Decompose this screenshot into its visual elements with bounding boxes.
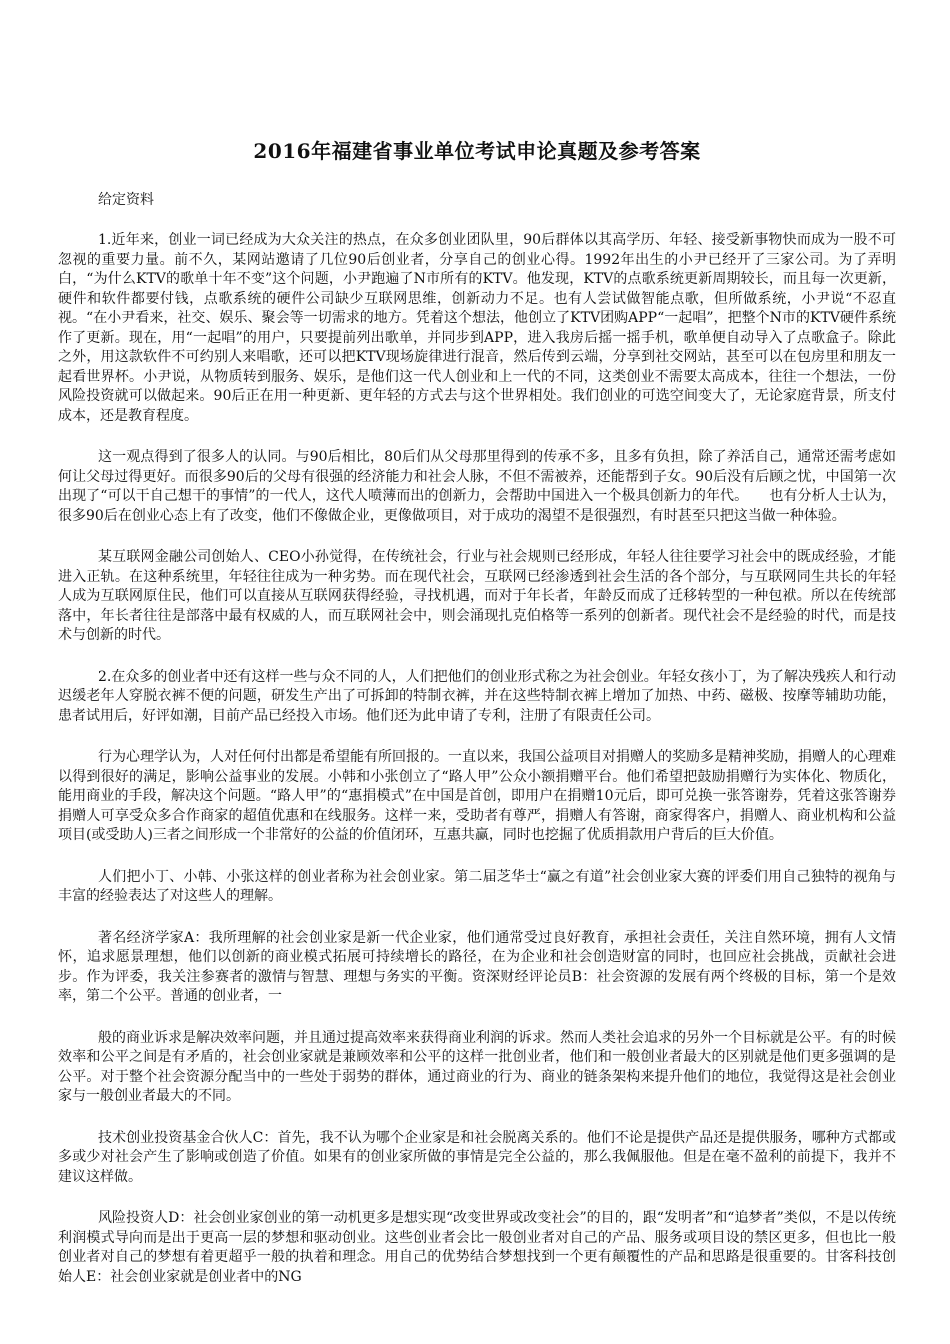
paragraph: 人们把小丁、小韩、小张这样的创业者称为社会创业家。第二届芝华士“赢之有道”社会创业家大赛的评委们用自己独特的视角与丰富的经验表达了对这些人的理解。 bbox=[58, 868, 896, 904]
paragraph: 某互联网金融公司创始人、CEO小孙觉得，在传统社会，行业与社会规则已经形成，年轻人往往要学习社会中的既成经验，才能进入正轨。在这种系统里，年轻往往成为一种劣势。而在现代社会，互联网已经渗透到社会生活的各个部分，与互联网同生共长的年轻人成为互联网原住民，他们可以直接从互联网获得经验，寻找机遇，而对于年长者，年龄反而成了迁移转型的一种包袱。所以在传统部落中，年长者往往是部落中最有权威的人，而互联网社会中，则会涌现扎克伯格等一系列的创新者。现代社会不是经验的时代，而是技术与创新的时代。 bbox=[58, 549, 896, 643]
paragraph: 技术创业投资基金合伙人C：首先，我不认为哪个企业家是和社会脱离关系的。他们不论是提供产品还是提供服务，哪种方式都或多或少对社会产生了影响或创造了价值。如果有的创业家所做的事情是完全公益的，那么我佩服他。但是在毫不盈利的前提下，我并不建议这样做。 bbox=[58, 1129, 896, 1185]
document-title: 2016年福建省事业单位考试申论真题及参考答案 bbox=[253, 139, 701, 163]
paragraph: 行为心理学认为，人对任何付出都是希望能有所回报的。一直以来，我国公益项目对捐赠人的奖励多是精神奖励，捐赠人的心理难以得到很好的满足，影响公益事业的发展。小韩和小张创立了“路人甲”公众小额捐赠平台。他们希望把鼓励捐赠行为实体化、物质化，能用商业的手段，解决这个问题。“路人甲”的“惠捐模式”在中国是首创，即用户在捐赠10元后，即可兑换一张答谢券，凭着这张答谢券捐赠人可享受众多合作商家的超值优惠和在线服务。这样一来，受助者有尊严，捐赠人有答谢，商家得客户，捐赠人、商业机构和公益项目(或受助人)三者之间形成一个非常好的公益的价值闭环，互惠共赢，同时也挖掘了优质捐款用户背后的巨大价值。 bbox=[58, 749, 896, 843]
section-label: 给定资料 bbox=[98, 192, 154, 208]
paragraph: 风险投资人D：社会创业家创业的第一动机更多是想实现“改变世界或改变社会”的目的，跟“发明者”和“追梦者”类似，不是以传统利润模式导向而是出于更高一层的梦想和驱动创业。这些创业者会比一般创业者对自己的产品、服务或项目设的禁区更多，但也比一般创业者对自己的梦想有着更超乎一般的执着和理念。用自己的优势结合梦想找到一个更有颠覆性的产品和思路是很重要的。甘客科技创始人E：社会创业家就是创业者中的NG bbox=[58, 1210, 896, 1285]
document-page bbox=[58, 0, 896, 1287]
paragraph: 这一观点得到了很多人的认同。与90后相比，80后们从父母那里得到的传承不多，且多有负担，除了养活自己，通常还需考虑如何让父母过得更好。而很多90后的父母有很强的经济能力和社会人脉，不但不需被养，还能帮到子女。90后没有后顾之忧，中国第一次出现了“可以干自己想干的事情”的一代人，这代人喷薄而出的创新力，会帮助中国进入一个极具创新力的年代。 也有分析人士认为，很多90后在创业心态上有了改变，他们不像做企业，更像做项目，对于成功的渴望不是很强烈，有时甚至只把这当做一种体验。 bbox=[58, 449, 896, 524]
paragraph: 2.在众多的创业者中还有这样一些与众不同的人，人们把他们的创业形式称之为社会创业。年轻女孩小丁，为了解决残疾人和行动迟缓老年人穿脱衣裤不便的问题，研发生产出了可拆卸的特制衣裤，并在这些特制衣裤上增加了加热、中药、磁极、按摩等辅助功能，患者试用后，好评如潮，目前产品已经投入市场。他们还为此申请了专利，注册了有限责任公司。 bbox=[58, 668, 896, 724]
paragraph: 1.近年来，创业一词已经成为大众关注的热点，在众多创业团队里，90后群体以其高学历、年轻、接受新事物快而成为一股不可忽视的重要力量。前不久，某网站邀请了几位90后创业者，分享自己的创业心得。1992年出生的小尹已经开了三家公司。为了弄明白，“为什么KTV的歌单十年不变”这个问题，小尹跑遍了N市所有的KTV。他发现，KTV的点歌系统更新周期较长，而且每一次更新，硬件和软件都要付钱，点歌系统的硬件公司缺少互联网思维，创新动力不足。也有人尝试做智能点歌，但所做系统，小尹说“不忍直视。“在小尹看来，社交、娱乐、聚会等一切需求的地方。凭着这个想法，他创立了KTV团购APP“一起唱”，把整个N市的KTV硬件系统作了更新。现在，用“一起唱”的用户，只要提前列出歌单，并同步到APP，进入我房后摇一摇手机，歌单便自动导入了点歌盒子。除此之外，用这款软件不可约别人来唱歌，还可以把KTV现场旋律进行混音，然后传到云端，分享到社交网站，甚至可以在包房里和朋友一起看世界杯。小尹说，从物质转到服务、娱乐，是他们这一代人创业和上一代的不同，这类创业不需要太高成本，往往一个想法，一份风险投资就可以做起来。90后正在用一种更新、更年轻的方式去与这个世界相处。我们创业的可选空间变大了，无论家庭背景，所支付成本，还是教育程度。 bbox=[58, 232, 896, 424]
paragraph: 般的商业诉求是解决效率问题，并且通过提高效率来获得商业利润的诉求。然而人类社会追求的另外一个目标就是公平。有的时候效率和公平之间是有矛盾的，社会创业家就是兼顾效率和公平的这样一批创业者，他们和一般创业者最大的区别就是他们更多强调的是公平。对于整个社会资源分配当中的一些处于弱势的群体，通过商业的行为、商业的链条架构来提升他们的地位，我觉得这是社会创业家与一般创业者最大的不同。 bbox=[58, 1029, 896, 1104]
paragraph: 著名经济学家A：我所理解的社会创业家是新一代企业家，他们通常受过良好教育，承担社会责任，关注自然环境，拥有人文情怀，追求愿景理想，他们以创新的商业模式拓展可持续增长的路径，在为企业和社会创造财富的同时，也回应社会挑战，贡献社会进步。作为评委，我关注参赛者的激情与智慧、理想与务实的平衡。资深财经评论员B：社会资源的发展有两个终极的目标，第一个是效率，第二个公平。普通的创业者，一 bbox=[58, 929, 896, 1004]
